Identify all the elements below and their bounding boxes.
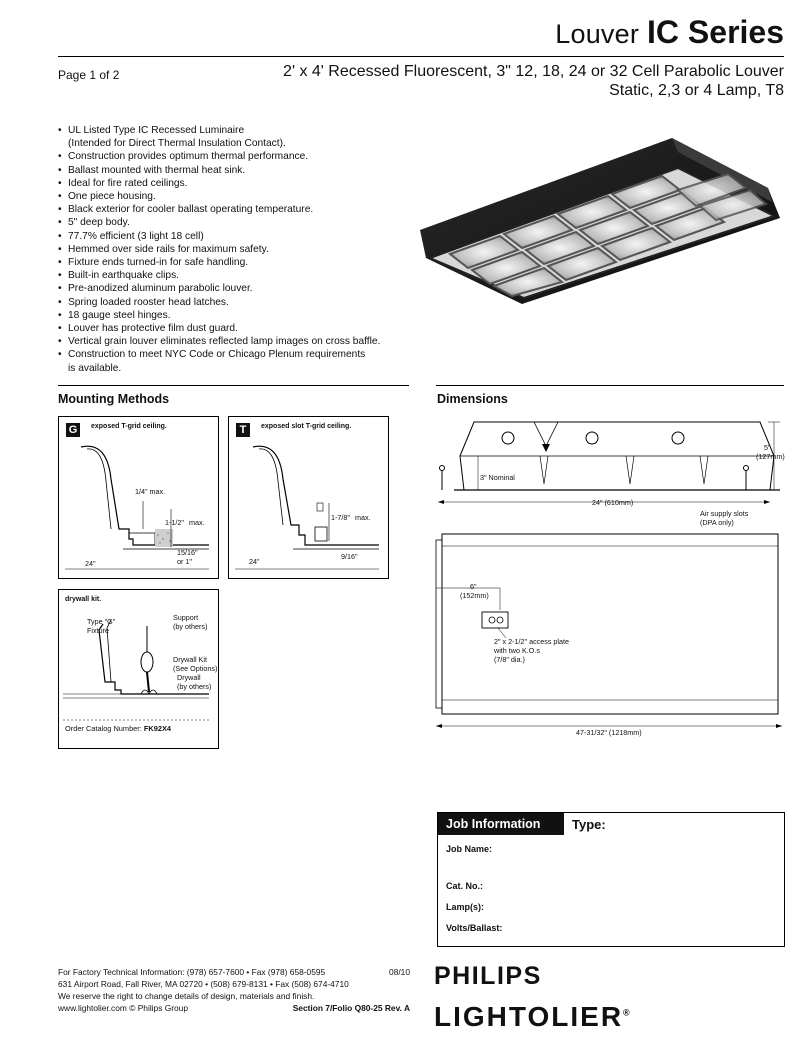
mount-g-dim-quarter: 1/4" max.	[135, 487, 166, 496]
product-subtitle	[283, 62, 784, 100]
feature-item: (Intended for Direct Thermal Insulation Contact).	[68, 138, 286, 150]
job-name-field[interactable]: Job Name:	[446, 844, 493, 854]
feature-item: • One piece housing.	[58, 190, 378, 203]
feature-list	[58, 124, 381, 375]
lightolier-wordmark: LIGHTOLIER	[434, 1001, 624, 1032]
mounting-rule	[58, 385, 409, 386]
mount-g-dim-24: 24"	[85, 559, 96, 568]
dim-air-slots: Air supply slots	[700, 509, 749, 518]
dim-six-mm: (152mm)	[460, 591, 489, 600]
title-series-prefix: Louver	[555, 19, 640, 49]
feature-item: • Construction provides optimum thermal performance.	[58, 150, 378, 163]
mount-t-drawing	[229, 417, 388, 578]
job-type-field[interactable]: Type:	[572, 817, 606, 832]
mount-g-dim-15-16: 15/16"	[177, 548, 198, 557]
dim-length: 47-31/32" (1218mm)	[576, 728, 642, 737]
drywall-support: Support	[173, 613, 199, 622]
dim-access-kos: with two K.O.s	[494, 646, 540, 655]
registered-mark: ®	[623, 1007, 632, 1018]
feature-item: • Construction to meet NYC Code or Chicago Plenum requirements	[58, 348, 378, 361]
philips-logo: PHILIPS	[434, 962, 542, 990]
job-lamps-field[interactable]: Lamp(s):	[446, 902, 484, 912]
feature-item: • Ideal for fire rated ceilings.	[58, 177, 378, 190]
feature-item: • 18 gauge steel hinges.	[58, 309, 378, 322]
job-cat-no-field[interactable]: Cat. No.:	[446, 881, 483, 891]
order-catalog-label	[65, 725, 171, 734]
mount-t-dim-1-7-8: 1-7/8"	[331, 513, 350, 522]
mount-t-caption: exposed slot T-grid ceiling.	[261, 423, 352, 430]
drywall-kit-panel	[58, 589, 219, 749]
drywall-drywall: Drywall	[177, 673, 201, 682]
mounting-methods-title: Mounting Methods	[58, 392, 170, 406]
page-title	[555, 14, 784, 51]
feature-item: • Fixture ends turned-in for safe handling.	[58, 256, 378, 269]
dim-height-mm: (127mm)	[756, 452, 785, 461]
feature-item: • Built-in earthquake clips.	[58, 269, 378, 282]
lightolier-logo	[434, 1001, 632, 1033]
feature-item: • UL Listed Type IC Recessed Luminaire	[58, 124, 378, 137]
dim-nominal: 3" Nominal	[480, 473, 515, 482]
title-series-name: IC Series	[647, 14, 784, 50]
mount-g-caption: exposed T-grid ceiling.	[91, 423, 167, 430]
drywall-fixture: Fixture	[87, 626, 109, 635]
feature-item: • Black exterior for cooler ballast operating temperature.	[58, 203, 378, 216]
footer-line-3: We reserve the right to change details of design, materials and finish.	[58, 991, 315, 1001]
order-catalog-text: Order Catalog Number:	[65, 724, 142, 733]
dim-height: 5"	[764, 443, 771, 452]
mounting-g-panel	[58, 416, 219, 579]
feature-item: • Ballast mounted with thermal heat sink.	[58, 164, 378, 177]
dim-width: 24" (610mm)	[592, 498, 634, 507]
drywall-kit: Drywall Kit	[173, 655, 207, 664]
footer-section: Section 7/Folio Q80-25 Rev. A	[292, 1003, 410, 1013]
drywall-type-g: Type "G"	[87, 617, 116, 626]
dimensions-title: Dimensions	[437, 392, 508, 406]
footer-info	[58, 966, 410, 1014]
feature-item: • Pre-anodized aluminum parabolic louver.	[58, 282, 378, 295]
feature-item: • Louver has protective film dust guard.	[58, 322, 378, 335]
mount-g-dim-1-half: 1-1/2"	[165, 518, 184, 527]
feature-item: • Spring loaded rooster head latches.	[58, 296, 378, 309]
dimensions-drawing	[430, 410, 790, 740]
dim-access-plate: 2" x 2-1/2" access plate	[494, 637, 570, 646]
dim-air-dpa: (DPA only)	[700, 518, 734, 527]
mount-g-dim-1-half-max: max.	[189, 518, 205, 527]
mount-t-letter: T	[236, 423, 250, 437]
feature-item: • 77.7% efficient (3 light 18 cell)	[58, 230, 378, 243]
feature-item: is available.	[68, 362, 122, 374]
mount-g-dim-or-1: or 1"	[177, 557, 192, 566]
mount-t-dim-9-16: 9/16"	[341, 552, 358, 561]
job-information-box	[437, 812, 785, 947]
footer-line-1	[58, 966, 410, 978]
mounting-t-panel	[228, 416, 389, 579]
drywall-kit-options: (See Options)	[173, 664, 218, 673]
feature-item: • Hemmed over side rails for maximum safety.	[58, 243, 378, 256]
feature-item: • 5" deep body.	[58, 216, 378, 229]
footer-tech-info: For Factory Technical Information: (978) 657-7600 • Fax (978) 658-0595	[58, 967, 326, 977]
drywall-drywall-by: (by others)	[177, 682, 212, 691]
page-number: Page 1 of 2	[58, 68, 120, 82]
mount-t-dim-max: max.	[355, 513, 371, 522]
dim-six: 6"	[470, 582, 477, 591]
job-information-heading: Job Information	[438, 813, 564, 835]
footer-line-4	[58, 1002, 410, 1014]
job-volts-ballast-field[interactable]: Volts/Ballast:	[446, 923, 503, 933]
dim-access-dia: (7/8" dia.)	[494, 655, 525, 664]
dimensions-rule	[436, 385, 784, 386]
product-photo	[410, 118, 790, 318]
subtitle-line-2: Static, 2,3 or 4 Lamp, T8	[609, 82, 784, 99]
mount-g-letter: G	[66, 423, 80, 437]
footer-line-2: 631 Airport Road, Fall River, MA 02720 • (508) 679-8131 • Fax (508) 674-4710	[58, 979, 349, 989]
drywall-support-by: (by others)	[173, 622, 208, 631]
order-catalog-number: FK92X4	[143, 724, 171, 733]
drywall-caption: drywall kit.	[65, 596, 102, 603]
footer-date: 08/10	[389, 967, 410, 977]
mount-t-dim-24: 24"	[249, 557, 260, 566]
feature-item: • Vertical grain louver eliminates reflected lamp images on cross baffle.	[58, 335, 378, 348]
footer-website[interactable]: www.lightolier.com © Philips Group	[58, 1003, 188, 1013]
header-rule	[58, 56, 784, 57]
subtitle-line-1: 2' x 4' Recessed Fluorescent, 3" 12, 18, 24 or 32 Cell Parabolic Louver	[283, 63, 784, 80]
